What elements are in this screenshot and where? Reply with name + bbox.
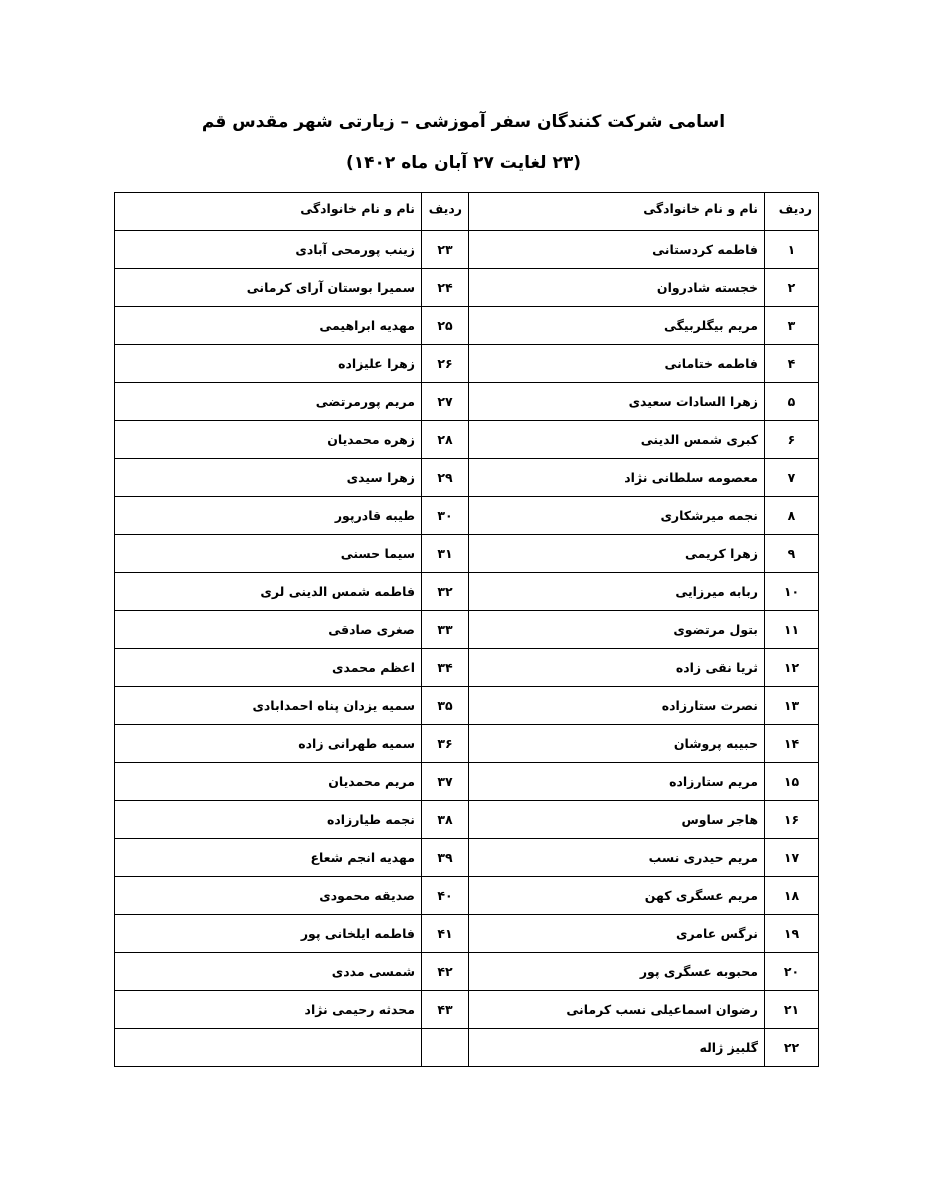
participant-name-cell: زهرا کریمی bbox=[469, 535, 765, 573]
row-number-cell: ۶ bbox=[765, 421, 819, 459]
participant-name-cell: مریم بیگلربیگی bbox=[469, 307, 765, 345]
participant-name-cell: معصومه سلطانی نژاد bbox=[469, 459, 765, 497]
row-number-cell: ۲ bbox=[765, 269, 819, 307]
participant-name-cell: مهدیه انجم شعاع bbox=[115, 839, 422, 877]
participant-name-cell: ثریا نقی زاده bbox=[469, 649, 765, 687]
participant-name-cell: نجمه طیارزاده bbox=[115, 801, 422, 839]
row-number-cell: ۱۰ bbox=[765, 573, 819, 611]
participant-name-cell: طیبه قادرپور bbox=[115, 497, 422, 535]
participant-name-cell: فاطمه ختامانی bbox=[469, 345, 765, 383]
row-number-cell: ۲۵ bbox=[422, 307, 469, 345]
table-row bbox=[115, 915, 819, 953]
table-row bbox=[115, 877, 819, 915]
table-row bbox=[115, 307, 819, 345]
row-number-cell: ۴۰ bbox=[422, 877, 469, 915]
table-row bbox=[115, 763, 819, 801]
participant-name-cell: محبوبه عسگری پور bbox=[469, 953, 765, 991]
table-row bbox=[115, 725, 819, 763]
row-number-cell: ۳۷ bbox=[422, 763, 469, 801]
table-body bbox=[115, 231, 819, 1067]
table-row bbox=[115, 953, 819, 991]
row-number-cell: ۲۰ bbox=[765, 953, 819, 991]
row-number-cell: ۳۰ bbox=[422, 497, 469, 535]
row-number-cell: ۴۲ bbox=[422, 953, 469, 991]
participant-name-cell: سیما حسنی bbox=[115, 535, 422, 573]
table-row bbox=[115, 459, 819, 497]
participant-name-cell: حبیبه پروشان bbox=[469, 725, 765, 763]
participant-name-cell: سمیه یزدان پناه احمدابادی bbox=[115, 687, 422, 725]
document-subtitle: (۲۳ لغایت ۲۷ آبان ماه ۱۴۰۲) bbox=[345, 153, 581, 173]
row-number-cell: ۱۸ bbox=[765, 877, 819, 915]
header-row-number-left: ردیف bbox=[422, 193, 469, 231]
table-row bbox=[115, 231, 819, 269]
header-name-left: نام و نام خانوادگی bbox=[115, 193, 422, 231]
row-number-cell: ۱۵ bbox=[765, 763, 819, 801]
participant-name-cell: مریم ستارزاده bbox=[469, 763, 765, 801]
participant-name-cell: خجسته شادروان bbox=[469, 269, 765, 307]
participant-name-cell: فاطمه شمس الدینی لری bbox=[115, 573, 422, 611]
row-number-cell: ۱۱ bbox=[765, 611, 819, 649]
participant-name-cell: مریم عسگری کهن bbox=[469, 877, 765, 915]
participant-name-cell: فاطمه ایلخانی پور bbox=[115, 915, 422, 953]
row-number-cell: ۸ bbox=[765, 497, 819, 535]
row-number-cell: ۳۶ bbox=[422, 725, 469, 763]
participant-name-cell: فاطمه کردستانی bbox=[469, 231, 765, 269]
participants-table bbox=[114, 192, 819, 1067]
participant-name-cell: نجمه میرشکاری bbox=[469, 497, 765, 535]
participant-name-cell: گلبیز ژاله bbox=[469, 1029, 765, 1067]
row-number-cell: ۳۳ bbox=[422, 611, 469, 649]
participant-name-cell: زهره محمدیان bbox=[115, 421, 422, 459]
participant-name-cell: سمیه طهرانی زاده bbox=[115, 725, 422, 763]
participant-name-cell: مریم محمدیان bbox=[115, 763, 422, 801]
participant-name-cell: زهرا علیزاده bbox=[115, 345, 422, 383]
row-number-cell: ۳۲ bbox=[422, 573, 469, 611]
row-number-cell: ۱۲ bbox=[765, 649, 819, 687]
row-number-cell: ۳۹ bbox=[422, 839, 469, 877]
row-number-cell: ۱۷ bbox=[765, 839, 819, 877]
table-row bbox=[115, 687, 819, 725]
participant-name-cell: مریم حیدری نسب bbox=[469, 839, 765, 877]
row-number-cell: ۲۲ bbox=[765, 1029, 819, 1067]
table-row bbox=[115, 535, 819, 573]
participant-name-cell: نرگس عامری bbox=[469, 915, 765, 953]
table-row bbox=[115, 269, 819, 307]
table-row bbox=[115, 1029, 819, 1067]
document-title: اسامی شرکت کنندگان سفر آموزشی – زیارتی شهر مقدس قم bbox=[201, 112, 726, 132]
participant-name-cell: مریم پورمرتضی bbox=[115, 383, 422, 421]
participant-name-cell: صغری صادقی bbox=[115, 611, 422, 649]
participant-name-cell: رضوان اسماعیلی نسب کرمانی bbox=[469, 991, 765, 1029]
participant-name-cell: صدیقه محمودی bbox=[115, 877, 422, 915]
row-number-cell: ۹ bbox=[765, 535, 819, 573]
table-row bbox=[115, 611, 819, 649]
table-row bbox=[115, 801, 819, 839]
participant-name-cell: کبری شمس الدینی bbox=[469, 421, 765, 459]
participant-name-cell: ربابه میرزایی bbox=[469, 573, 765, 611]
participant-name-cell: هاجر ساوس bbox=[469, 801, 765, 839]
table-row bbox=[115, 991, 819, 1029]
table-row bbox=[115, 421, 819, 459]
table-row bbox=[115, 383, 819, 421]
participant-name-cell bbox=[115, 1029, 422, 1067]
header-name-right: نام و نام خانوادگی bbox=[469, 193, 765, 231]
row-number-cell: ۴۱ bbox=[422, 915, 469, 953]
row-number-cell: ۲۳ bbox=[422, 231, 469, 269]
row-number-cell: ۳۸ bbox=[422, 801, 469, 839]
row-number-cell: ۱۶ bbox=[765, 801, 819, 839]
participant-name-cell: مهدیه ابراهیمی bbox=[115, 307, 422, 345]
row-number-cell: ۳۴ bbox=[422, 649, 469, 687]
participant-name-cell: نصرت ستارزاده bbox=[469, 687, 765, 725]
participant-name-cell: زهرا السادات سعیدی bbox=[469, 383, 765, 421]
table-header-row bbox=[115, 193, 819, 231]
row-number-cell: ۲۴ bbox=[422, 269, 469, 307]
row-number-cell: ۲۸ bbox=[422, 421, 469, 459]
table-row bbox=[115, 839, 819, 877]
row-number-cell: ۱۹ bbox=[765, 915, 819, 953]
table-row bbox=[115, 497, 819, 535]
row-number-cell: ۵ bbox=[765, 383, 819, 421]
participant-name-cell: زهرا سیدی bbox=[115, 459, 422, 497]
participant-name-cell: بتول مرتضوی bbox=[469, 611, 765, 649]
table-row bbox=[115, 573, 819, 611]
participant-name-cell: شمسی مددی bbox=[115, 953, 422, 991]
row-number-cell: ۱۳ bbox=[765, 687, 819, 725]
row-number-cell: ۴ bbox=[765, 345, 819, 383]
table-row bbox=[115, 649, 819, 687]
row-number-cell: ۳۵ bbox=[422, 687, 469, 725]
row-number-cell bbox=[422, 1029, 469, 1067]
row-number-cell: ۲۹ bbox=[422, 459, 469, 497]
row-number-cell: ۱۴ bbox=[765, 725, 819, 763]
participant-name-cell: اعظم محمدی bbox=[115, 649, 422, 687]
participant-name-cell: زینب پورمحی آبادی bbox=[115, 231, 422, 269]
row-number-cell: ۲۱ bbox=[765, 991, 819, 1029]
participant-name-cell: سمیرا بوستان آرای کرمانی bbox=[115, 269, 422, 307]
header-row-number-right: ردیف bbox=[765, 193, 819, 231]
table-row bbox=[115, 345, 819, 383]
row-number-cell: ۲۶ bbox=[422, 345, 469, 383]
row-number-cell: ۳۱ bbox=[422, 535, 469, 573]
row-number-cell: ۳ bbox=[765, 307, 819, 345]
row-number-cell: ۲۷ bbox=[422, 383, 469, 421]
participant-name-cell: محدثه رحیمی نژاد bbox=[115, 991, 422, 1029]
row-number-cell: ۴۳ bbox=[422, 991, 469, 1029]
row-number-cell: ۷ bbox=[765, 459, 819, 497]
row-number-cell: ۱ bbox=[765, 231, 819, 269]
